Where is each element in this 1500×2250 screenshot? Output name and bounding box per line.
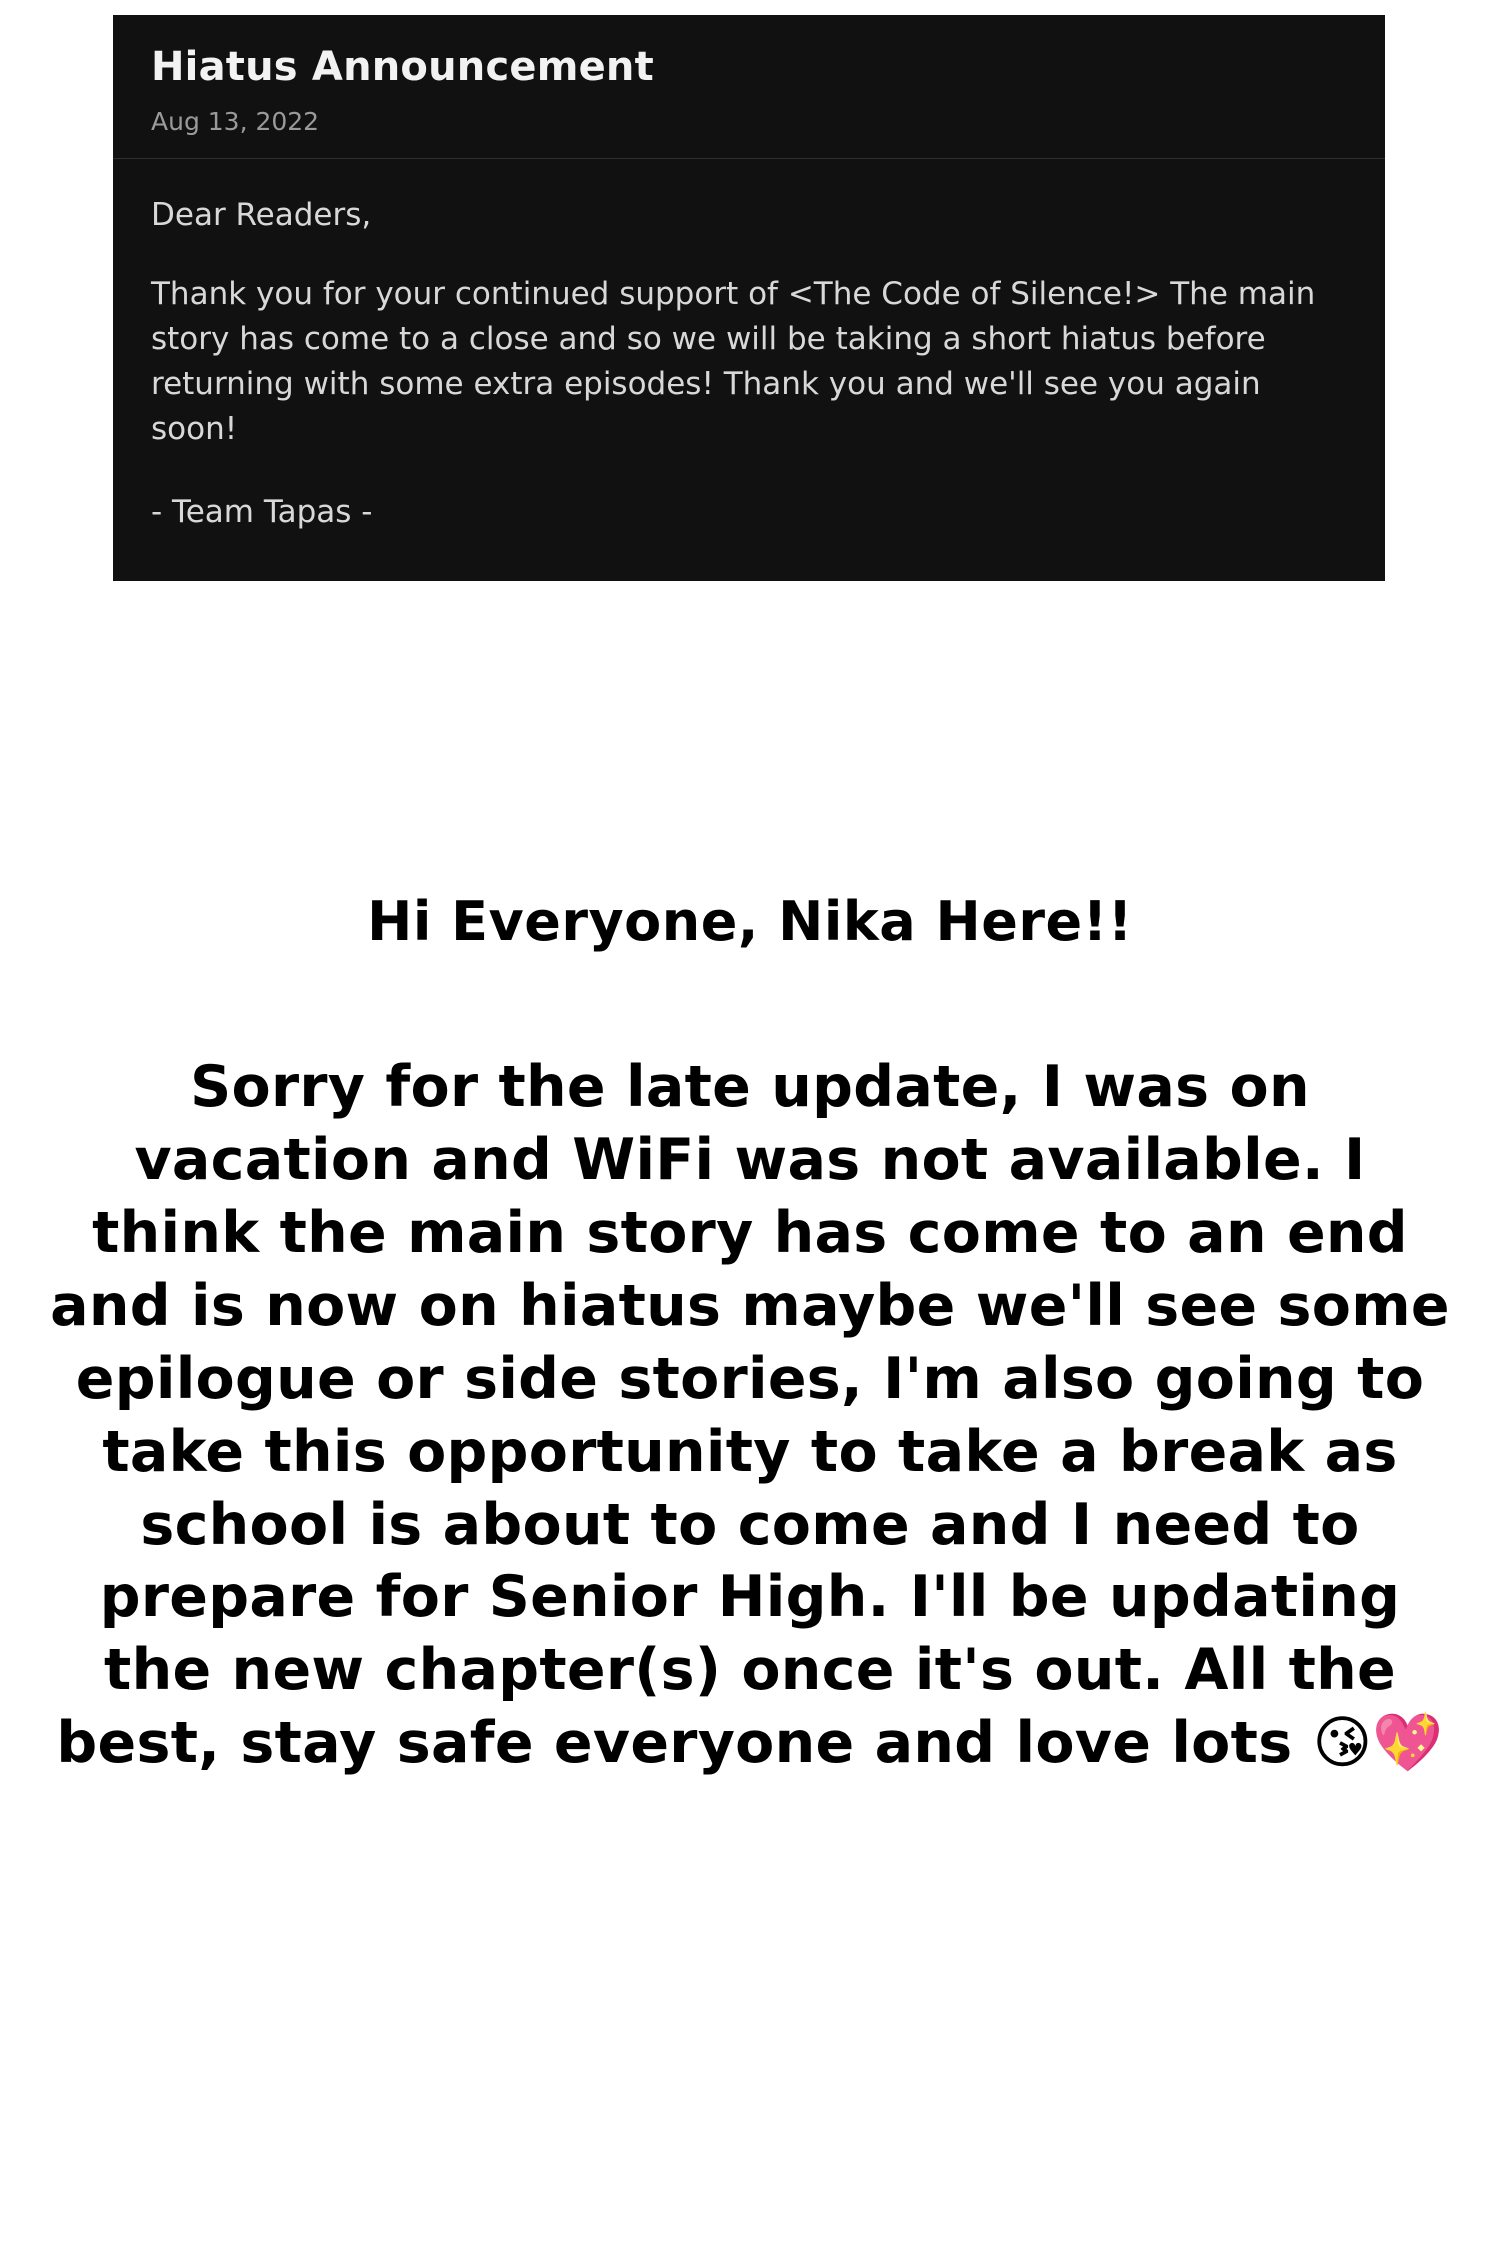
announcement-greeting: Dear Readers, <box>151 197 372 233</box>
announcement-header <box>113 15 1385 159</box>
author-note-text: Sorry for the late update, I was on vacation and WiFi was not available. I think the main story has come to an end and is now on hiatus maybe we'll see some epilogue or side stories, I'm also going to take this opportunity to take a break as school is about to come and I need to prepare for Senior High. I'll be updating the new chapter(s) once it's out. All the best, stay safe everyone and love lots <box>50 1053 1450 1777</box>
announcement-date: Aug 13, 2022 <box>151 107 320 136</box>
announcement-paragraph: Thank you for your continued support of <The Code of Silence!> The main story has come to a close and so we will be taking a short hiatus before returning with some extra episodes! Thank you and we'll see you again soon! <box>151 275 1316 447</box>
author-note-body <box>40 1051 1460 1781</box>
kiss-and-heart-emoji: 😘💖 <box>1312 1710 1444 1777</box>
announcement-card <box>113 15 1385 581</box>
author-note-gap <box>40 955 1460 1051</box>
author-note <box>40 890 1460 1780</box>
announcement-title: Hiatus Announcement <box>151 44 654 90</box>
announcement-body <box>113 159 1385 581</box>
announcement-signature: - Team Tapas - <box>151 493 373 530</box>
author-note-heading: Hi Everyone, Nika Here!! <box>367 890 1133 953</box>
paragraph-spacer <box>151 238 1347 272</box>
